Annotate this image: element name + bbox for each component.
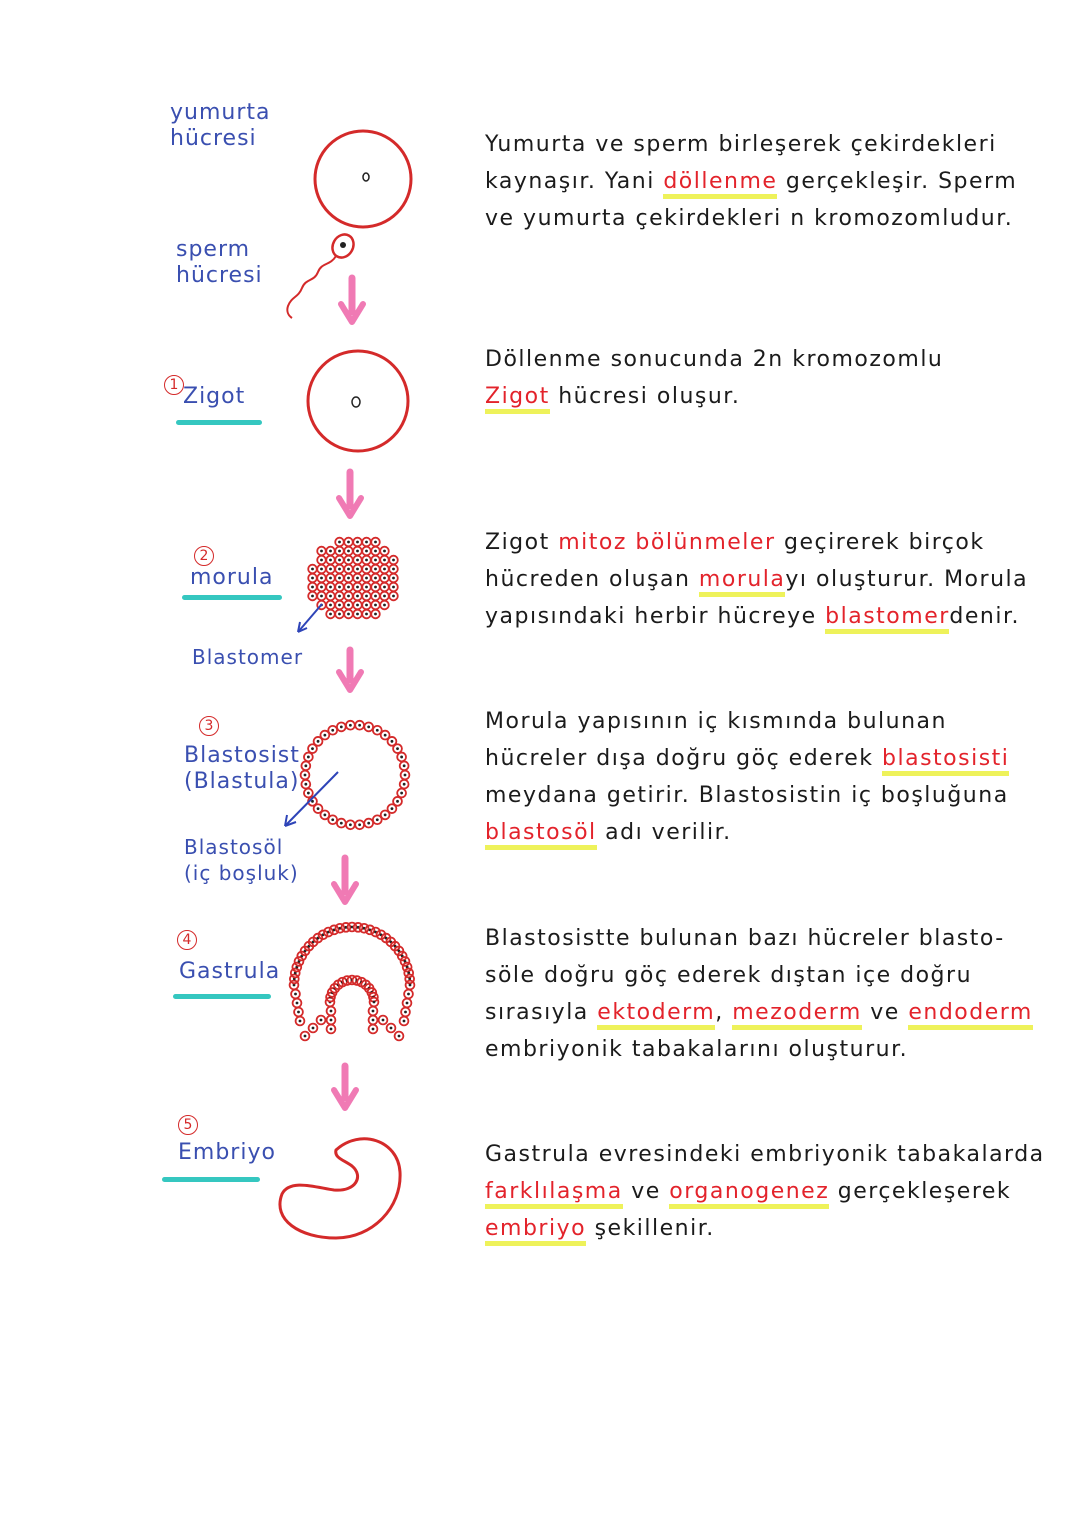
text-span: yapısındaki herbir hücreye (485, 604, 826, 629)
morula-underline (182, 595, 282, 600)
term-endoderm: endoderm (908, 1000, 1033, 1030)
paragraph-embryo (485, 1136, 1045, 1247)
text-span: kaynaşır. Yani (485, 169, 664, 194)
step-number-4: 4 (177, 930, 197, 950)
text-line: ve yumurta çekirdekleri n kromozomludur. (485, 206, 1014, 231)
zygote-cell-icon (308, 351, 408, 451)
text-line: Blastosistte bulunan bazı hücreler blasto- (485, 926, 1005, 951)
morula-label: morula (190, 565, 274, 590)
text-span: sırasıyla (485, 1000, 598, 1025)
gastrula-underline (173, 994, 271, 999)
morula-cluster-icon (308, 538, 398, 619)
text-line (485, 740, 1045, 777)
paragraph-blastocyst (485, 703, 1045, 851)
gastrula-label: Gastrula (179, 959, 281, 984)
text-span: gerçekleşerek (829, 1179, 1012, 1204)
paragraph-gastrula (485, 920, 1045, 1068)
zygote-underline (176, 420, 262, 425)
step-number-2: 2 (194, 546, 214, 566)
term-zigot: Zigot (485, 384, 550, 414)
arrow-down-icon (334, 858, 356, 902)
text-span: , (715, 1000, 733, 1025)
paragraph-zygote (485, 341, 1045, 415)
text-line: Yumurta ve sperm birleşerek çekirdekleri (485, 132, 997, 157)
blastocoel-label-line-2: (iç boşluk) (184, 861, 299, 885)
blastocyst-label (184, 743, 300, 795)
term-mitoz: mitoz bölünmeler (558, 530, 776, 555)
text-span: şekillenir. (586, 1216, 715, 1241)
term-farklilasma: farklılaşma (485, 1179, 623, 1209)
paragraph-fertilization (485, 126, 1045, 237)
blastocyst-label-line-2: (Blastula) (184, 769, 300, 794)
text-span: hücreden oluşan (485, 567, 699, 592)
sperm-cell-label-line-1: sperm (176, 237, 251, 262)
sperm-cell-icon (287, 231, 357, 318)
blastocoel-label (184, 834, 299, 886)
term-blastosol: blastosöl (485, 820, 597, 850)
text-line (485, 163, 1045, 200)
text-line: Morula yapısının iç kısmında bulunan (485, 709, 947, 734)
embryo-shape-icon (280, 1139, 400, 1238)
blastocoel-label-line-1: Blastosöl (184, 835, 284, 859)
step-number-1: 1 (164, 375, 184, 395)
text-span: hücreler dışa doğru göç ederek (485, 746, 883, 771)
text-line: söle doğru göç ederek dıştan içe doğru (485, 963, 973, 988)
text-line (485, 561, 1045, 598)
text-line: Gastrula evresindeki embriyonik tabakalarda (485, 1142, 1045, 1167)
text-line (485, 1210, 1045, 1247)
blastomer-pointer-arrow (298, 604, 322, 632)
text-span: ve (622, 1179, 670, 1204)
arrow-down-icon (339, 650, 361, 690)
arrow-down-icon (339, 472, 361, 516)
sperm-cell-label (176, 237, 263, 289)
text-line: meydana getirir. Blastosistin iç boşluğuna (485, 783, 1009, 808)
text-line: embriyonik tabakalarını oluşturur. (485, 1037, 909, 1062)
blastocyst-ring-icon (301, 721, 410, 829)
zygote-label: Zigot (183, 384, 246, 409)
arrow-down-icon (341, 278, 363, 322)
text-span: geçirerek birçok (775, 530, 985, 555)
term-mezoderm: mezoderm (732, 1000, 862, 1030)
text-span: adı verilir. (596, 820, 732, 845)
term-embriyo: embriyo (485, 1216, 586, 1246)
sperm-cell-label-line-2: hücresi (176, 263, 263, 288)
text-line: Döllenme sonucunda 2n kromozomlu (485, 347, 944, 372)
term-blastomer: blastomer (825, 604, 949, 634)
paragraph-morula (485, 524, 1045, 635)
text-line (485, 378, 1045, 415)
text-line (485, 1173, 1045, 1210)
egg-cell-label (170, 100, 271, 152)
egg-cell-icon (315, 131, 411, 227)
gastrula-cup-icon (290, 923, 415, 1041)
embryo-label: Embriyo (178, 1140, 276, 1165)
term-dollenme: döllenme (663, 169, 777, 199)
text-span: Zigot (485, 530, 559, 555)
embryo-underline (162, 1177, 260, 1182)
term-ektoderm: ektoderm (597, 1000, 715, 1030)
blastocyst-label-line-1: Blastosist (184, 743, 300, 768)
egg-cell-label-line-2: hücresi (170, 126, 257, 151)
step-number-5: 5 (178, 1115, 198, 1135)
term-organogenez: organogenez (669, 1179, 829, 1209)
term-blastosist: blastosisti (882, 746, 1009, 776)
blastomer-label: Blastomer (192, 645, 304, 669)
text-span: denir. (949, 604, 1020, 629)
text-span: gerçekleşir. Sperm (777, 169, 1018, 194)
text-span: yı oluşturur. Morula (785, 567, 1029, 592)
text-line (485, 814, 1045, 851)
step-number-3: 3 (199, 716, 219, 736)
egg-cell-label-line-1: yumurta (170, 100, 271, 125)
text-line (485, 524, 1045, 561)
term-morula: morula (699, 567, 785, 597)
arrow-down-icon (334, 1066, 356, 1108)
text-line (485, 994, 1045, 1031)
text-span: ve (861, 1000, 909, 1025)
text-span: hücresi oluşur. (549, 384, 741, 409)
text-line (485, 598, 1045, 635)
